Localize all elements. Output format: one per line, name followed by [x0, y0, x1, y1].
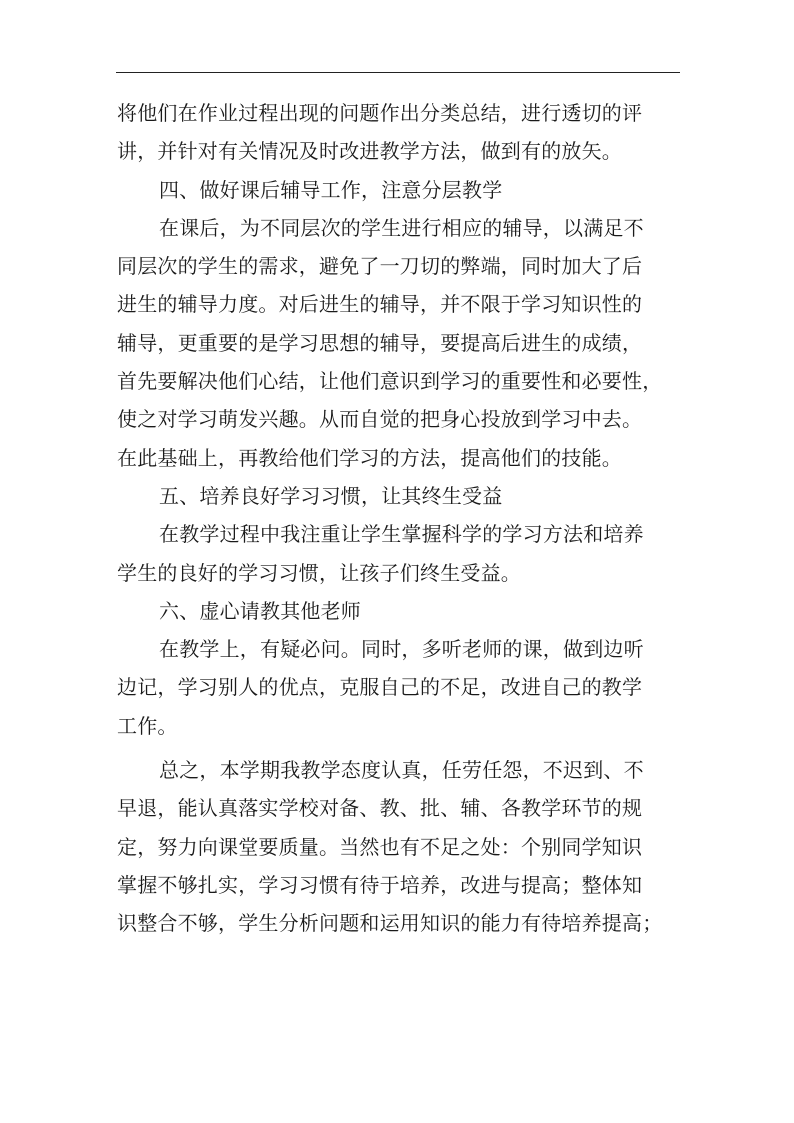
text-line: 讲，并针对有关情况及时改进教学方法，做到有的放矢。	[117, 139, 622, 164]
text-line: 辅导，更重要的是学习思想的辅导，要提高后进生的成绩，	[117, 330, 643, 355]
section-heading: 五、培养良好学习习惯，让其终生受益	[159, 483, 503, 508]
text-line: 首先要解决他们心结，让他们意识到学习的重要性和必要性，	[117, 369, 663, 394]
text-line: 定，努力向课堂要质量。当然也有不足之处：个别同学知识	[117, 834, 643, 859]
text-line: 掌握不够扎实，学习习惯有待于培养，改进与提高；整体知	[117, 872, 643, 897]
text-line: 边记，学习别人的优点，克服自己的不足，改进自己的教学	[117, 675, 643, 700]
text-line: 使之对学习萌发兴趣。从而自觉的把身心投放到学习中去。	[117, 407, 643, 432]
text-line: 在教学上，有疑必问。同时，多听老师的课，做到边听	[159, 637, 644, 662]
text-line: 在教学过程中我注重让学生掌握科学的学习方法和培养	[159, 522, 644, 547]
text-line: 识整合不够，学生分析问题和运用知识的能力有待培养提高；	[117, 911, 663, 936]
text-line: 早退，能认真落实学校对备、教、批、辅、各教学环节的规	[117, 796, 643, 821]
text-line: 在课后，为不同层次的学生进行相应的辅导，以满足不	[159, 215, 644, 240]
section-heading: 六、虚心请教其他老师	[159, 598, 361, 623]
text-line: 在此基础上，再教给他们学习的方法，提高他们的技能。	[117, 445, 622, 470]
header-rule	[116, 72, 680, 73]
text-line: 将他们在作业过程出现的问题作出分类总结，进行透切的评	[117, 101, 643, 125]
document-body	[117, 94, 687, 943]
text-line: 学生的良好的学习习惯，让孩子们终生受益。	[117, 560, 521, 585]
text-line: 工作。	[117, 713, 178, 738]
text-line: 总之，本学期我教学态度认真，任劳任怨，不迟到、不	[159, 758, 644, 783]
text-line: 同层次的学生的需求，避免了一刀切的弊端，同时加大了后	[117, 254, 643, 279]
text-line: 进生的辅导力度。对后进生的辅导，并不限于学习知识性的	[117, 292, 643, 317]
section-heading: 四、做好课后辅导工作，注意分层教学	[159, 177, 503, 202]
